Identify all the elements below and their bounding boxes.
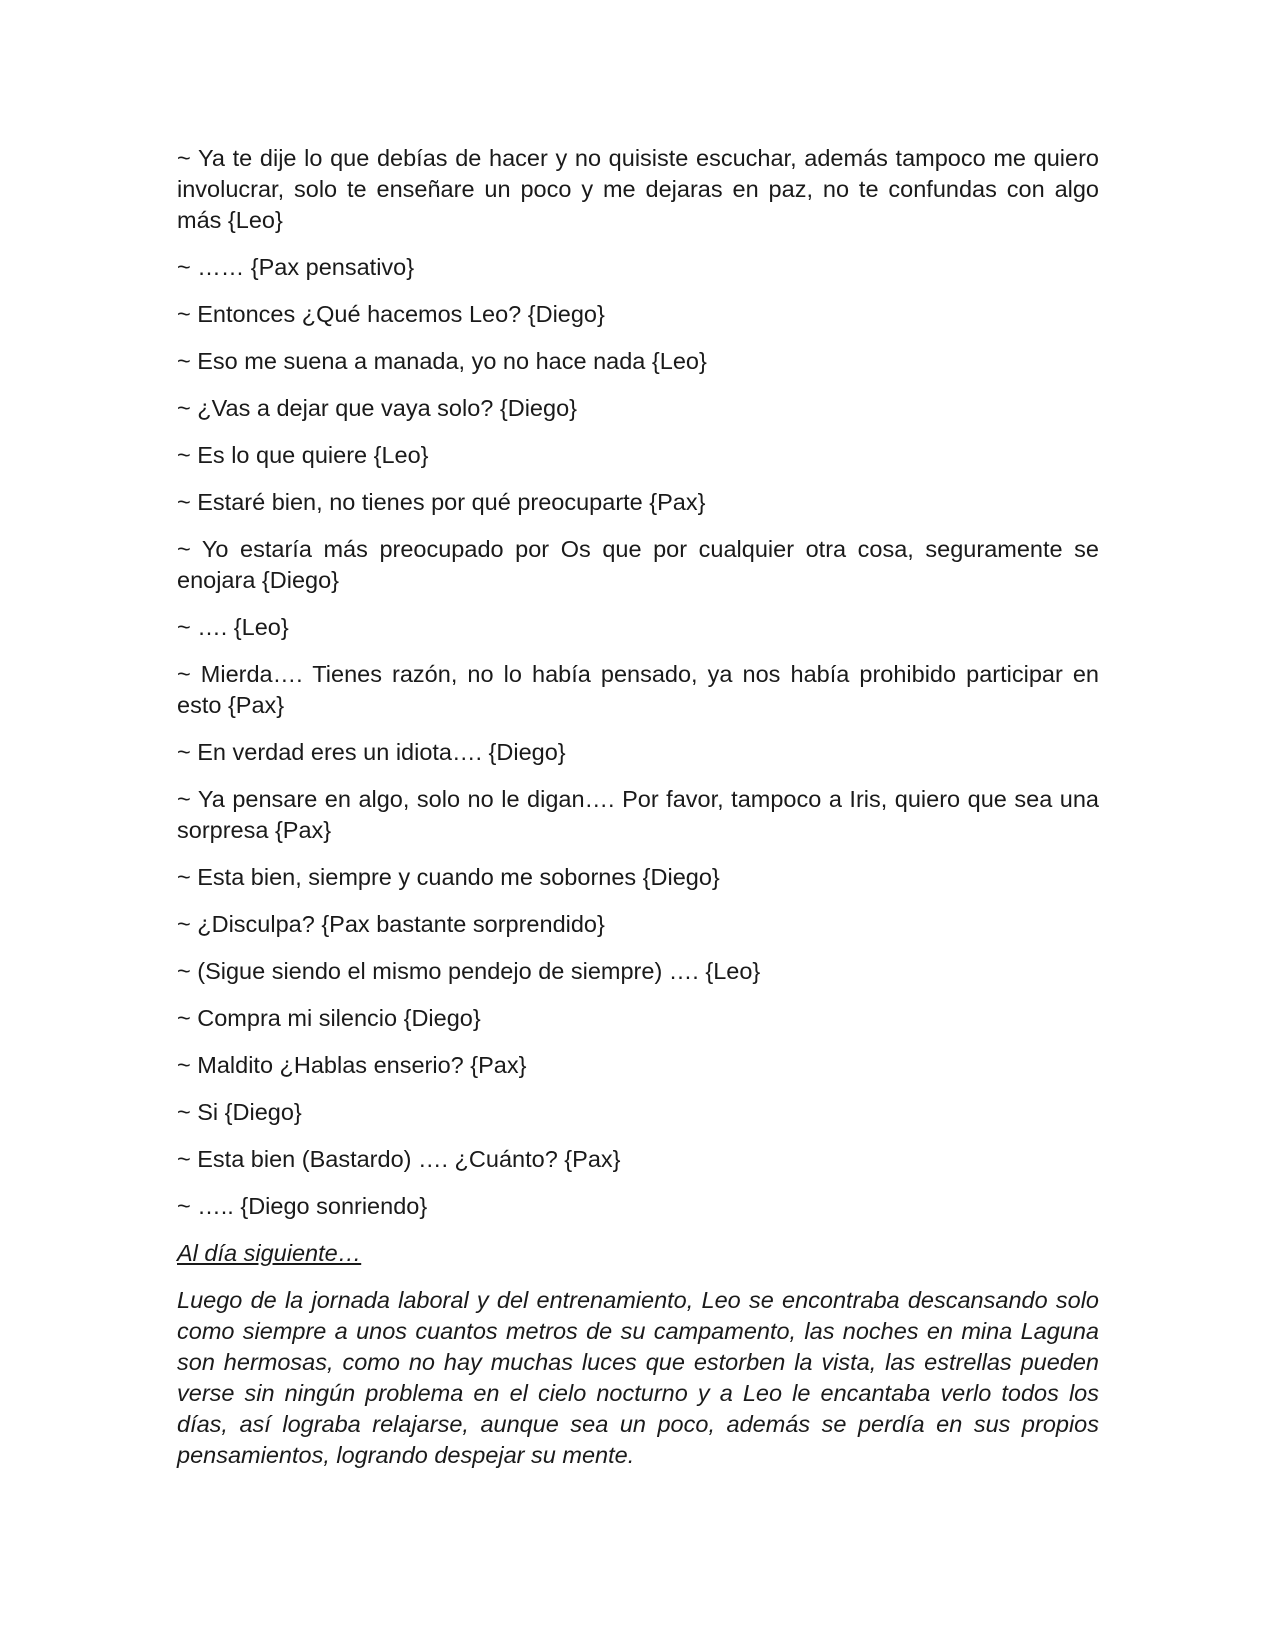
- dialogue-line: ~ ….. {Diego sonriendo}: [177, 1193, 428, 1219]
- dialogue-line: ~ …… {Pax pensativo}: [177, 254, 415, 280]
- dialogue-line: ~ Ya te dije lo que debías de hacer y no quisiste escuchar, además tampoco me quiero involucrar, solo te enseñare un poco y me dejaras en paz, no te confundas con algo más {Leo}: [177, 145, 1099, 233]
- dialogue-line: ~ Estaré bien, no tienes por qué preocuparte {Pax}: [177, 489, 706, 515]
- dialogue-line: ~ Si {Diego}: [177, 1099, 302, 1125]
- scene-heading: Al día siguiente…: [177, 1240, 362, 1266]
- document-page: [177, 143, 1099, 1471]
- dialogue-line: ~ Ya pensare en algo, solo no le digan…. Por favor, tampoco a Iris, quiero que sea una sorpresa {Pax}: [177, 786, 1099, 843]
- dialogue-line: ~ ¿Vas a dejar que vaya solo? {Diego}: [177, 395, 577, 421]
- dialogue-line: ~ Esta bien, siempre y cuando me sobornes {Diego}: [177, 864, 720, 890]
- dialogue-line: ~ Es lo que quiere {Leo}: [177, 442, 429, 468]
- dialogue-line: ~ Entonces ¿Qué hacemos Leo? {Diego}: [177, 301, 605, 327]
- dialogue-line: ~ Esta bien (Bastardo) …. ¿Cuánto? {Pax}: [177, 1146, 621, 1172]
- dialogue-line: ~ …. {Leo}: [177, 614, 289, 640]
- dialogue-line: ~ (Sigue siendo el mismo pendejo de siempre) …. {Leo}: [177, 958, 761, 984]
- dialogue-line: ~ ¿Disculpa? {Pax bastante sorprendido}: [177, 911, 605, 937]
- dialogue-line: ~ Maldito ¿Hablas enserio? {Pax}: [177, 1052, 527, 1078]
- dialogue-line: ~ Mierda…. Tienes razón, no lo había pensado, ya nos había prohibido participar en esto {Pax}: [177, 661, 1099, 718]
- dialogue-line: ~ Compra mi silencio {Diego}: [177, 1005, 481, 1031]
- dialogue-line: ~ En verdad eres un idiota…. {Diego}: [177, 739, 566, 765]
- dialogue-line: ~ Eso me suena a manada, yo no hace nada {Leo}: [177, 348, 707, 374]
- narrative-paragraph: Luego de la jornada laboral y del entrenamiento, Leo se encontraba descansando solo como siempre a unos cuantos metros de su campamento, las noches en mina Laguna son hermosas, como no hay muchas luces que estorben la vista, las estrellas pueden verse sin ningún problema en el cielo nocturno y a Leo le encantaba verlo todos los días, así lograba relajarse, aunque sea un poco, además se perdía en sus propios pensamientos, logrando despejar su mente.: [177, 1287, 1099, 1468]
- dialogue-line: ~ Yo estaría más preocupado por Os que por cualquier otra cosa, seguramente se enojara {Diego}: [177, 536, 1099, 593]
